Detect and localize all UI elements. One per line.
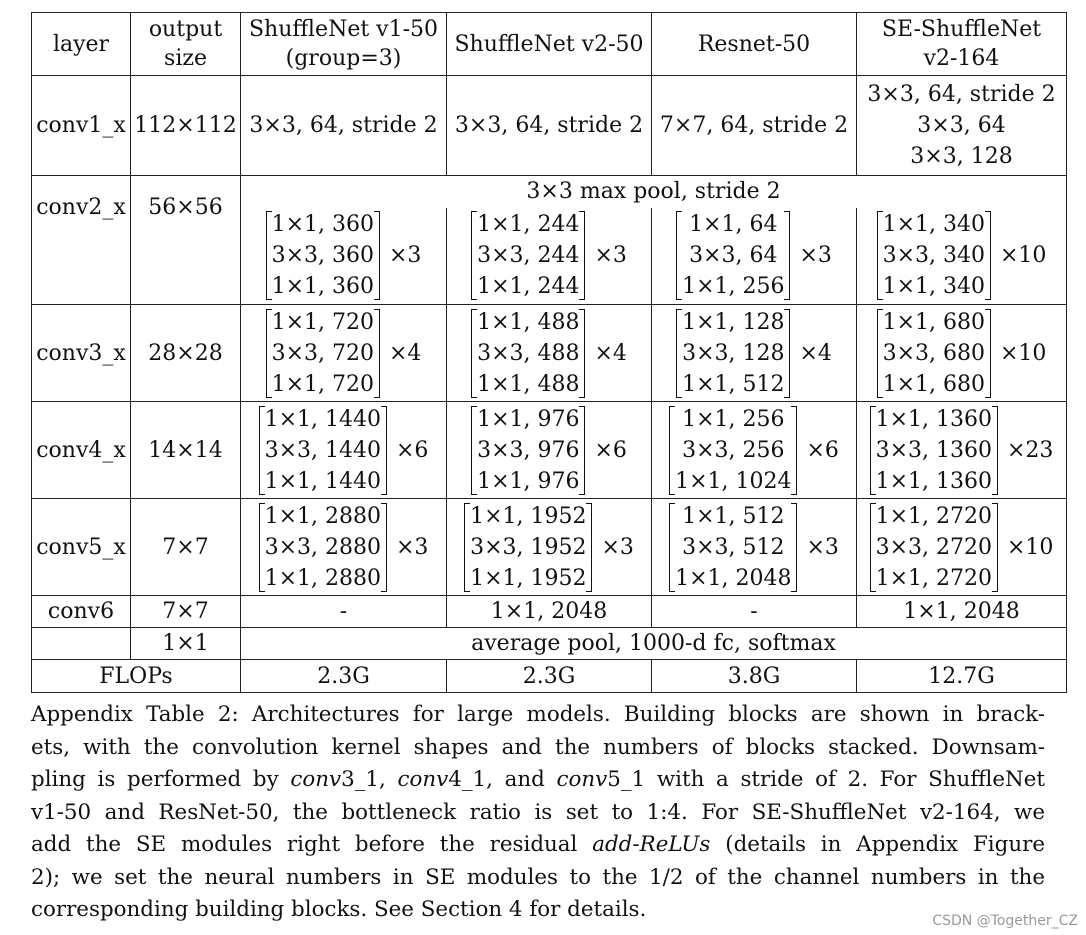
flops-cell: 3.8G <box>652 660 857 693</box>
table-row-flops <box>32 660 1067 693</box>
header-output-size: output size <box>131 13 241 76</box>
layer-cell: conv6 <box>32 596 131 628</box>
table-row-conv4 <box>32 402 1067 499</box>
layer-cell: conv1_x <box>32 76 131 176</box>
max-pool-cell: 3×3 max pool, stride 2 <box>241 176 1067 208</box>
watermark: CSDN @Together_CZ <box>932 913 1078 929</box>
architecture-table <box>31 12 1067 693</box>
final-layers-cell: average pool, 1000-d fc, softmax <box>241 628 1067 660</box>
cell: 1×1, 2048 <box>447 596 652 628</box>
layer-cell: conv4_x <box>32 402 131 499</box>
block-cell: 1×1, 2720 3×3, 2720 1×1, 2720 ×10 <box>857 499 1067 596</box>
table-row-conv5 <box>32 499 1067 596</box>
caption-line: v1-50 and ResNet-50, the bottleneck ratio is set to 1:4. For SE-ShuffleNet v2-164, we <box>31 799 1045 825</box>
block-cell: 1×1, 488 3×3, 488 1×1, 488 ×4 <box>447 305 652 402</box>
caption-line: add the SE modules right before the residual add-ReLUs (details in Appendix Figure <box>31 832 1045 857</box>
layer-cell <box>32 628 131 660</box>
block-cell: 1×1, 1360 3×3, 1360 1×1, 1360 ×23 <box>857 402 1067 499</box>
cell: 1×1, 2048 <box>857 596 1067 628</box>
caption-line: Appendix Table 2: Architectures for large models. Building blocks are shown in brack- <box>31 702 1045 727</box>
table-row-final <box>32 628 1067 660</box>
layer-cell: conv5_x <box>32 499 131 596</box>
cell: 3×3, 64, stride 2 3×3, 64 3×3, 128 <box>857 76 1067 176</box>
table-row-conv6 <box>32 596 1067 628</box>
flops-cell: 2.3G <box>447 660 652 693</box>
table-row-conv3 <box>32 305 1067 402</box>
block-cell: 1×1, 256 3×3, 256 1×1, 1024 ×6 <box>652 402 857 499</box>
block-cell: 1×1, 2880 3×3, 2880 1×1, 2880 ×3 <box>241 499 447 596</box>
caption-line: ets, with the convolution kernel shapes and the numbers of blocks stacked. Downsam- <box>31 734 1045 760</box>
cell: - <box>241 596 447 628</box>
size-cell: 7×7 <box>131 499 241 596</box>
cell: - <box>652 596 857 628</box>
header-shufflenet-v1: ShuffleNet v1-50 (group=3) <box>241 13 447 76</box>
caption-line: pling is performed by conv3_1, conv4_1, and conv5_1 with a stride of 2. For ShuffleNet <box>31 767 1045 792</box>
header-layer: layer <box>32 13 131 76</box>
header-resnet: Resnet-50 <box>652 13 857 76</box>
header-row <box>32 13 1067 76</box>
caption-line: 2); we set the neural numbers in SE modules to the 1/2 of the channel numbers in the <box>31 864 1045 890</box>
size-cell: 112×112 <box>131 76 241 176</box>
caption-line: corresponding building blocks. See Section 4 for details. <box>31 897 647 922</box>
table-row-conv2-pool <box>32 176 1067 208</box>
size-cell: 56×56 <box>131 176 241 305</box>
header-shufflenet-v2: ShuffleNet v2-50 <box>447 13 652 76</box>
cell: 3×3, 64, stride 2 <box>447 76 652 176</box>
block-cell: 1×1, 128 3×3, 128 1×1, 512 ×4 <box>652 305 857 402</box>
block-cell: 1×1, 340 3×3, 340 1×1, 340 ×10 <box>857 208 1067 305</box>
size-cell: 28×28 <box>131 305 241 402</box>
size-cell: 7×7 <box>131 596 241 628</box>
block-cell: 1×1, 244 3×3, 244 1×1, 244 ×3 <box>447 208 652 305</box>
header-se-shufflenet: SE-ShuffleNet v2-164 <box>857 13 1067 76</box>
block-cell: 1×1, 720 3×3, 720 1×1, 720 ×4 <box>241 305 447 402</box>
block-cell: 1×1, 64 3×3, 64 1×1, 256 ×3 <box>652 208 857 305</box>
flops-label: FLOPs <box>32 660 241 693</box>
block-cell: 1×1, 1440 3×3, 1440 1×1, 1440 ×6 <box>241 402 447 499</box>
block-cell: 1×1, 1952 3×3, 1952 1×1, 1952 ×3 <box>447 499 652 596</box>
block-cell: 1×1, 360 3×3, 360 1×1, 360 ×3 <box>241 208 447 305</box>
layer-cell: conv3_x <box>32 305 131 402</box>
size-cell: 14×14 <box>131 402 241 499</box>
block-cell: 1×1, 976 3×3, 976 1×1, 976 ×6 <box>447 402 652 499</box>
flops-cell: 12.7G <box>857 660 1067 693</box>
block-cell: 1×1, 512 3×3, 512 1×1, 2048 ×3 <box>652 499 857 596</box>
cell: 7×7, 64, stride 2 <box>652 76 857 176</box>
flops-cell: 2.3G <box>241 660 447 693</box>
layer-cell: conv2_x <box>32 176 131 305</box>
cell: 3×3, 64, stride 2 <box>241 76 447 176</box>
size-cell: 1×1 <box>131 628 241 660</box>
block-cell: 1×1, 680 3×3, 680 1×1, 680 ×10 <box>857 305 1067 402</box>
table-caption <box>31 699 1045 927</box>
table-row-conv1 <box>32 76 1067 176</box>
